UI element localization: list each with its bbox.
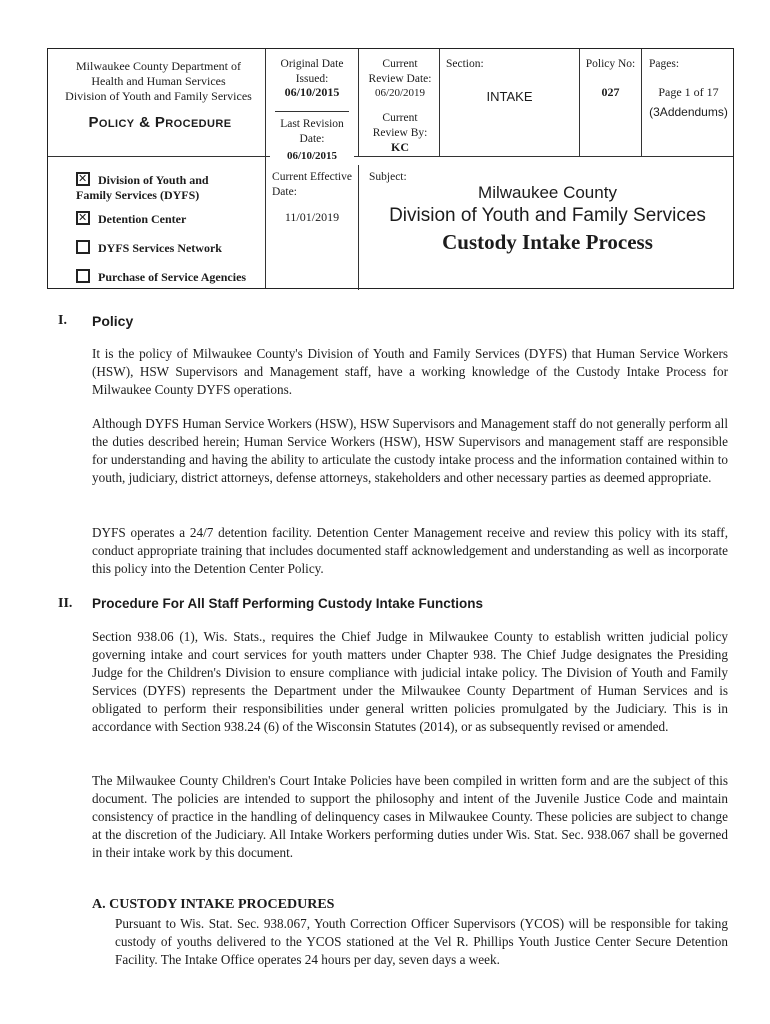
- checkbox-checked-icon: [76, 172, 90, 186]
- divider: [358, 49, 359, 156]
- policy-no-value: 027: [601, 85, 620, 99]
- section-value: INTAKE: [486, 89, 533, 104]
- subject-title: Custody Intake Process: [442, 230, 653, 254]
- paragraph: The Milwaukee County Children's Court Intake Policies have been compiled in written form and are the subject of this document. The policies are intended to support the philosophy and intent of the Juvenile Justice Code and maintain consistency of practice in the handling of delinquency cases in Milwaukee County. These policies are subject to change at the discretion of the Judiciary. All Intake Workers performing duties under Wis. Stat. Sec. 938.067 shall be governed in their intake work by this document.: [92, 773, 728, 860]
- subject-line-division: Division of Youth and Family Services: [389, 205, 706, 226]
- pages-label: Pages:: [649, 58, 680, 70]
- current-review-date-value: 06/20/2019: [374, 87, 426, 99]
- paragraph: Section 938.06 (1), Wis. Stats., requires the Chief Judge in Milwaukee County to establish written judicial policy governing intake and court services for youth matters under Chapter 938. The Chief Judge designates the Presiding Judge for the Children's Division to ensure compliance with judicial intake policy. The Division of Youth and Family Services (DYFS) represents the Department under the Milwaukee County Department of Human Services and is obligated to perform their responsibilities under general written policies promulgated by the Judiciary. This is in accordance with Section 938.24 (6) of the Wisconsin Statutes (2014), or as subsequently revised or amended.: [92, 629, 728, 734]
- divider: [641, 49, 642, 156]
- section-title: Procedure For All Staff Performing Custody Intake Functions: [92, 596, 484, 611]
- effective-date-label: Current Effective Date:: [272, 171, 352, 198]
- policy-no-label: Policy No:: [585, 58, 636, 70]
- organization-name: Milwaukee County Department of Health and Human Services Division of Youth and Family Services: [65, 59, 252, 103]
- paragraph: Although DYFS Human Service Workers (HSW), HSW Supervisors and Management staff do not generally perform all the duties described herein; Human Service Workers (HSW), HSW Supervisors and management staff are responsible for understanding and having the ability to articulate the custody intake process and the information contained within to youth, judiciary, district attorneys, defense attorneys, stakeholders and other necessary parties as deemed appropriate.: [92, 416, 728, 485]
- current-review-by-label: Current Review By:: [372, 112, 428, 139]
- policy-procedure-label: Policy & Procedure: [88, 114, 232, 131]
- paragraph: DYFS operates a 24/7 detention facility. Detention Center Management receive and review this policy with its staff, conduct appropriate training that includes documented staff acknowledgement and understanding as well as incorporate this policy into the Detention Center Policy.: [92, 525, 728, 576]
- last-revision-value: 06/10/2015: [270, 149, 354, 164]
- section-label: Section:: [446, 58, 484, 70]
- effective-date-value: 11/01/2019: [284, 210, 340, 224]
- divider: [265, 49, 266, 288]
- pages-value: Page 1 of 17: [658, 85, 719, 99]
- checkbox-unchecked-icon: [76, 269, 90, 283]
- subject-label: Subject:: [369, 171, 407, 183]
- current-review-date-label: Current Review Date:: [368, 58, 432, 85]
- last-revision-label: Last Revision Date:: [280, 118, 344, 145]
- section-title: Policy: [92, 313, 134, 329]
- subject-line-county: Milwaukee County: [478, 183, 617, 202]
- addendums-count: (3Addendums): [649, 105, 728, 119]
- section-number: II.: [58, 596, 73, 611]
- original-date-value: 06/10/2015: [284, 85, 340, 99]
- paragraph: Pursuant to Wis. Stat. Sec. 938.067, Youth Correction Officer Supervisors (YCOS) will be responsible for taking custody of youths delivered to the YCOS stationed at the Vel R. Phillips Youth Justice Center Secure Detention Facility. The Intake Office operates 24 hours per day, seven days a week.: [115, 916, 728, 967]
- divider: [48, 156, 265, 157]
- subsection-title: A. CUSTODY INTAKE PROCEDURES: [92, 897, 335, 912]
- checkbox-checked-icon: [76, 211, 90, 225]
- current-review-by-value: KC: [391, 140, 409, 154]
- divider: [275, 111, 349, 112]
- checkbox-unchecked-icon: [76, 240, 90, 254]
- section-number: I.: [58, 313, 67, 328]
- paragraph: It is the policy of Milwaukee County's Division of Youth and Family Services (DYFS) that Human Service Workers (HSW), HSW Supervisors and Management staff, have a working knowledge of the Custody Intake Process for Milwaukee County DYFS operations.: [92, 346, 728, 397]
- policy-header-table: Milwaukee County Department of Health and Human Services Division of Youth and Family Services Policy & Procedure Original Date Issued: 06/10/2015 Last Revision Date: 06/10/2015 Current Review Date: 06/20/2019 Current Review By: KC Section: INTAKE Policy No: 027 Pages: Page 1 of 17 (3Addendums) ✕ Division of Youth and Family Services (DYFS) ✕ Detention Center DYFS Services Network Purchase of Service Agencies Current Effective Date: 11/01/2019 Subject: Milwaukee County Division of Youth and Family Services Custody Intake Process: [47, 48, 734, 289]
- divider: [358, 165, 359, 290]
- original-date-label: Original Date Issued:: [280, 58, 344, 85]
